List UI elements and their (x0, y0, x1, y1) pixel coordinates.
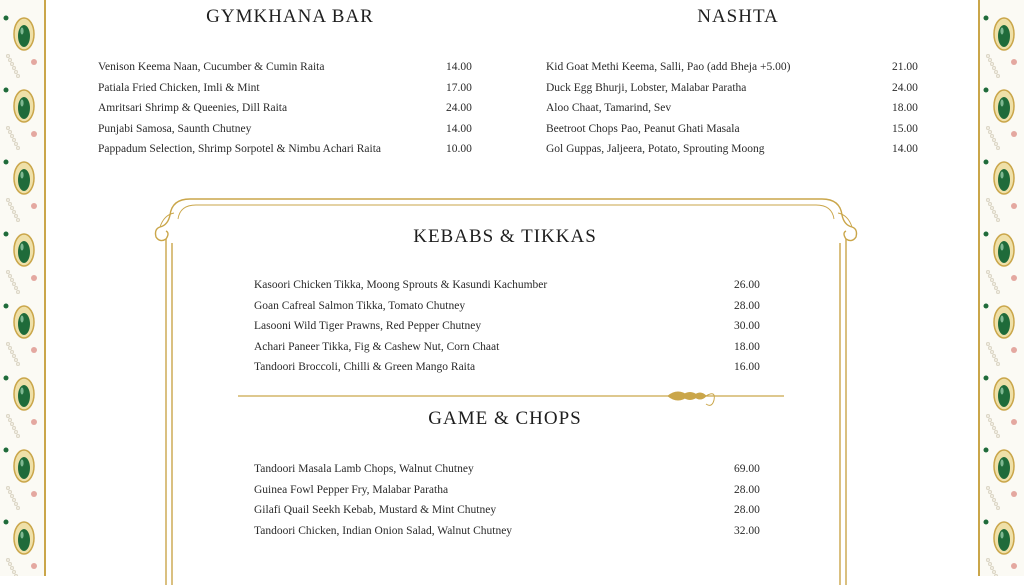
menu-item (98, 57, 488, 78)
dish-price: 18.00 (892, 102, 918, 114)
menu-list-game-chops (254, 459, 774, 541)
dish-name: Pappadum Selection, Shrimp Sorpotel & Nimbu Achari Raita (98, 143, 381, 155)
menu-item (546, 57, 936, 78)
section-title-gymkhana-bar: GYMKHANA BAR (206, 6, 374, 27)
dish-price: 28.00 (734, 299, 760, 312)
menu-item (98, 78, 488, 99)
menu-item (254, 275, 774, 296)
section-title-nashta: NASHTA (697, 6, 779, 27)
menu-item (254, 459, 774, 480)
dish-price: 17.00 (446, 81, 472, 94)
dish-name: Gilafi Quail Seekh Kebab, Mustard & Mint Chutney (254, 504, 497, 516)
dish-price: 30.00 (734, 320, 760, 332)
dish-name: Amritsari Shrimp & Queenies, Dill Raita (98, 102, 288, 114)
dish-price: 15.00 (892, 122, 918, 135)
dish-price: 69.00 (734, 463, 760, 475)
left-jewel-border (0, 0, 46, 576)
dish-price: 14.00 (446, 122, 472, 135)
menu-item (546, 139, 936, 160)
menu-item (254, 337, 774, 358)
dish-name: Aloo Chaat, Tamarind, Sev (546, 102, 672, 114)
flourish-divider (238, 386, 784, 410)
dish-name: Tandoori Broccoli, Chilli & Green Mango Raita (254, 361, 476, 373)
dish-name: Gol Guppas, Jaljeera, Potato, Sprouting Moong (546, 143, 765, 155)
jewel-pattern-icon (0, 0, 44, 576)
dish-price: 28.00 (734, 504, 760, 516)
dish-name: Kasoori Chicken Tikka, Moong Sprouts & Kasundi Kachumber (254, 279, 548, 291)
dish-price: 10.00 (446, 143, 472, 155)
dish-name: Duck Egg Bhurji, Lobster, Malabar Paratha (546, 81, 747, 94)
dish-price: 24.00 (892, 81, 918, 94)
dish-name: Goan Cafreal Salmon Tikka, Tomato Chutney (254, 299, 466, 312)
menu-item (546, 119, 936, 140)
menu-item (254, 296, 774, 317)
menu-item (254, 521, 774, 542)
menu-item (98, 98, 488, 119)
menu-item (254, 500, 774, 521)
menu-item (254, 480, 774, 501)
dish-price: 32.00 (734, 524, 760, 537)
menu-item (546, 98, 936, 119)
menu-list-kebabs-tikkas (254, 275, 774, 378)
dish-name: Punjabi Samosa, Saunth Chutney (98, 122, 252, 135)
right-jewel-border (978, 0, 1024, 576)
dish-name: Achari Paneer Tikka, Fig & Cashew Nut, Corn Chaat (254, 340, 500, 353)
dish-price: 28.00 (734, 483, 760, 496)
dish-price: 16.00 (734, 361, 760, 373)
dish-name: Guinea Fowl Pepper Fry, Malabar Paratha (254, 483, 449, 496)
dish-name: Kid Goat Methi Keema, Salli, Pao (add Bheja +5.00) (546, 61, 791, 73)
dish-price: 14.00 (446, 61, 472, 73)
dish-price: 21.00 (892, 61, 918, 73)
dish-price: 14.00 (892, 143, 918, 155)
dish-name: Venison Keema Naan, Cucumber & Cumin Raita (98, 61, 325, 73)
menu-item (546, 78, 936, 99)
menu-list-gymkhana-bar (98, 57, 488, 160)
dish-name: Patiala Fried Chicken, Imli & Mint (98, 81, 260, 94)
dish-price: 18.00 (734, 340, 760, 353)
dish-name: Tandoori Chicken, Indian Onion Salad, Walnut Chutney (254, 524, 513, 537)
dish-price: 24.00 (446, 102, 472, 114)
section-title-kebabs-tikkas: KEBABS & TIKKAS (413, 226, 597, 247)
dish-name: Tandoori Masala Lamb Chops, Walnut Chutney (254, 463, 474, 475)
dish-price: 26.00 (734, 279, 760, 291)
jewel-pattern-icon (980, 0, 1024, 576)
section-title-game-chops: GAME & CHOPS (428, 408, 582, 429)
menu-item (98, 139, 488, 160)
menu-list-nashta (546, 57, 936, 160)
dish-name: Lasooni Wild Tiger Prawns, Red Pepper Chutney (254, 320, 482, 332)
menu-item (254, 316, 774, 337)
dish-name: Beetroot Chops Pao, Peanut Ghati Masala (546, 122, 740, 135)
menu-item (98, 119, 488, 140)
menu-item (254, 357, 774, 378)
